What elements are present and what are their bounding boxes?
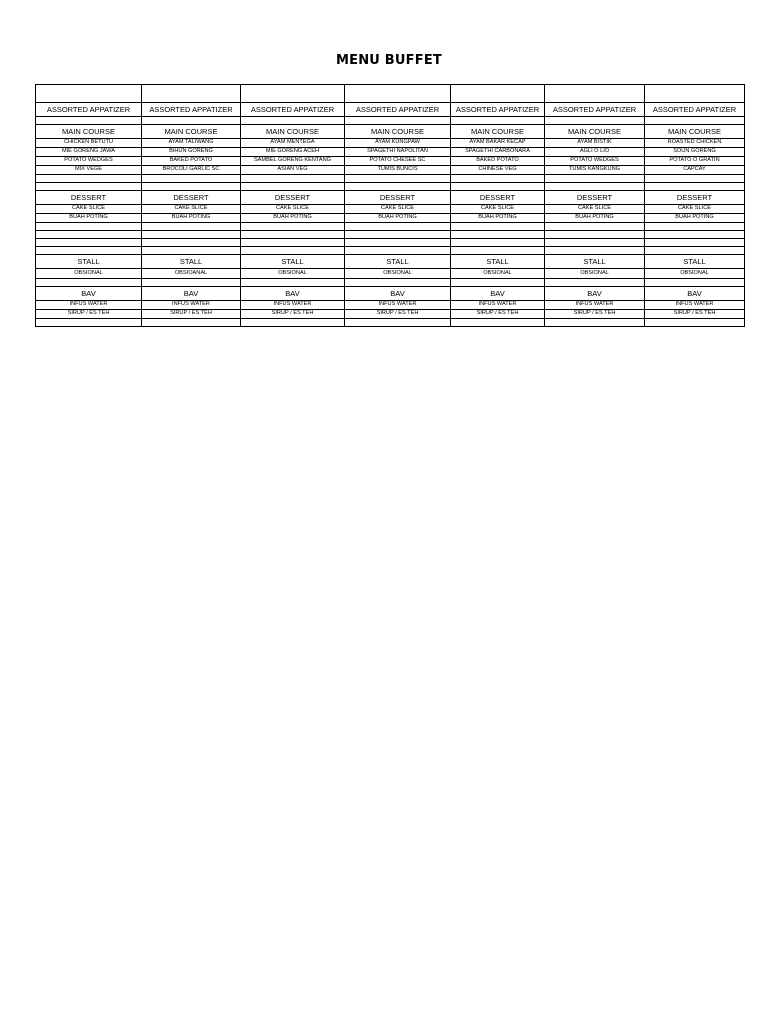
section-header-cell: ASSORTED APPATIZER [545, 103, 645, 117]
blank-cell [451, 117, 545, 125]
blank-cell [645, 223, 745, 231]
blank-cell [142, 183, 241, 191]
menu-item-cell: CHICKEN BETUTU [36, 139, 142, 148]
menu-item-cell: OBSIOANAL [142, 269, 241, 279]
menu-item-cell: MIE GORENG JAWA [36, 148, 142, 157]
menu-item-cell: INFUS WATER [36, 301, 142, 310]
section-header-cell: MAIN COURSE [142, 125, 241, 139]
section-header-cell: DESSERT [645, 191, 745, 205]
blank-cell [451, 175, 545, 183]
menu-item-cell: BUAH POTING [36, 214, 142, 223]
blank-cell [142, 223, 241, 231]
blank-cell [545, 231, 645, 239]
blank-row [36, 279, 745, 287]
blank-cell [451, 239, 545, 247]
menu-item-cell: POTATO WEDGES [36, 157, 142, 166]
blank-row [36, 231, 745, 239]
menu-item-cell: BUAH POTING [451, 214, 545, 223]
menu-item-cell: CAKE SLICE [645, 205, 745, 214]
blank-cell [545, 117, 645, 125]
blank-cell [241, 231, 345, 239]
blank-row [36, 239, 745, 247]
menu-item-cell: INFUS WATER [645, 301, 745, 310]
menu-item-row [36, 310, 745, 319]
section-header-cell: STALL [36, 255, 142, 269]
menu-item-row [36, 166, 745, 175]
menu-item-row [36, 157, 745, 166]
section-header-cell: MAIN COURSE [645, 125, 745, 139]
section-header-cell: BAV [241, 287, 345, 301]
blank-cell [36, 239, 142, 247]
blank-cell [545, 183, 645, 191]
blank-cell [645, 239, 745, 247]
blank-cell [345, 239, 451, 247]
section-header-cell: DESSERT [142, 191, 241, 205]
section-header-cell: MAIN COURSE [451, 125, 545, 139]
blank-cell [142, 279, 241, 287]
blank-cell [645, 117, 745, 125]
menu-item-cell: INFUS WATER [345, 301, 451, 310]
blank-cell [241, 239, 345, 247]
menu-item-cell: SIRUP / ES TEH [345, 310, 451, 319]
blank-cell [36, 279, 142, 287]
menu-item-cell: TUMIS BUNCIS [345, 166, 451, 175]
section-header-cell: ASSORTED APPATIZER [241, 103, 345, 117]
blank-cell [36, 231, 142, 239]
blank-cell [142, 117, 241, 125]
blank-cell [345, 117, 451, 125]
section-header-cell: DESSERT [545, 191, 645, 205]
menu-item-cell: CAKE SLICE [345, 205, 451, 214]
menu-item-cell: POTATO CHESEE SC [345, 157, 451, 166]
blank-cell [345, 85, 451, 103]
blank-cell [451, 279, 545, 287]
menu-item-cell: BIHUN GORENG [142, 148, 241, 157]
section-header-cell: ASSORTED APPATIZER [345, 103, 451, 117]
blank-cell [241, 247, 345, 255]
menu-item-cell: CAKE SLICE [142, 205, 241, 214]
menu-item-cell: INFUS WATER [142, 301, 241, 310]
section-header-cell: DESSERT [241, 191, 345, 205]
blank-cell [451, 319, 545, 327]
menu-item-cell: TUMIS KANGKUNG [545, 166, 645, 175]
blank-cell [545, 175, 645, 183]
menu-item-row [36, 301, 745, 310]
menu-item-cell: AGLI O LIO [545, 148, 645, 157]
menu-item-cell: MIE GORENG ACEH [241, 148, 345, 157]
blank-cell [241, 175, 345, 183]
blank-cell [142, 85, 241, 103]
menu-item-row [36, 148, 745, 157]
blank-cell [345, 247, 451, 255]
blank-row [36, 183, 745, 191]
blank-cell [36, 117, 142, 125]
section-header-cell: MAIN COURSE [36, 125, 142, 139]
blank-cell [345, 175, 451, 183]
blank-cell [645, 175, 745, 183]
menu-item-cell: SPAGETHI CARBONARA [451, 148, 545, 157]
blank-row [36, 319, 745, 327]
menu-item-cell: OBSIONAL [36, 269, 142, 279]
blank-cell [345, 279, 451, 287]
menu-item-cell: SIRUP / ES TEH [142, 310, 241, 319]
section-header-cell: DESSERT [36, 191, 142, 205]
menu-item-cell: BUAH POTING [645, 214, 745, 223]
blank-cell [345, 231, 451, 239]
blank-cell [241, 319, 345, 327]
blank-cell [645, 319, 745, 327]
menu-item-cell: BAKED POTATO [451, 157, 545, 166]
blank-cell [451, 183, 545, 191]
page-title: MENU BUFFET [336, 53, 442, 68]
blank-cell [451, 223, 545, 231]
menu-item-row [36, 205, 745, 214]
menu-item-cell: BUAH POTING [545, 214, 645, 223]
section-header-cell: BAV [142, 287, 241, 301]
blank-cell [545, 239, 645, 247]
menu-item-cell: POTATO WEDGES [545, 157, 645, 166]
blank-cell [142, 239, 241, 247]
blank-cell [345, 319, 451, 327]
blank-row [36, 117, 745, 125]
blank-cell [545, 223, 645, 231]
section-header-cell: ASSORTED APPATIZER [645, 103, 745, 117]
section-header-cell: BAV [345, 287, 451, 301]
section-header-row [36, 287, 745, 301]
blank-row [36, 85, 745, 103]
menu-item-row [36, 139, 745, 148]
blank-cell [36, 223, 142, 231]
blank-cell [36, 183, 142, 191]
menu-item-cell: SIRUP / ES TEH [545, 310, 645, 319]
blank-cell [241, 279, 345, 287]
menu-item-cell: SIRUP / ES TEH [645, 310, 745, 319]
blank-cell [345, 183, 451, 191]
menu-item-cell: INFUS WATER [241, 301, 345, 310]
menu-item-cell: CHINESE VEG [451, 166, 545, 175]
menu-item-cell: SPAGETHI NAPOLITAN [345, 148, 451, 157]
section-header-cell: STALL [545, 255, 645, 269]
menu-item-cell: SIRUP / ES TEH [36, 310, 142, 319]
blank-cell [36, 175, 142, 183]
blank-cell [545, 279, 645, 287]
section-header-cell: STALL [345, 255, 451, 269]
section-header-row [36, 103, 745, 117]
blank-cell [645, 183, 745, 191]
menu-item-cell: BAKED POTATO [142, 157, 241, 166]
menu-table [35, 84, 745, 327]
blank-cell [241, 223, 345, 231]
menu-item-cell: SIRUP / ES TEH [451, 310, 545, 319]
menu-item-row [36, 269, 745, 279]
menu-item-cell: SIRUP / ES TEH [241, 310, 345, 319]
blank-cell [241, 183, 345, 191]
menu-item-cell: AYAM TALIWANG [142, 139, 241, 148]
section-header-cell: MAIN COURSE [241, 125, 345, 139]
blank-cell [545, 319, 645, 327]
blank-row [36, 223, 745, 231]
blank-cell [545, 247, 645, 255]
section-header-cell: STALL [142, 255, 241, 269]
menu-item-cell: BUAH POTING [345, 214, 451, 223]
blank-cell [645, 279, 745, 287]
blank-cell [142, 231, 241, 239]
menu-table-body [36, 85, 745, 327]
blank-cell [545, 85, 645, 103]
menu-item-cell: CAKE SLICE [545, 205, 645, 214]
blank-cell [36, 319, 142, 327]
menu-item-cell: ASIAN VEG [241, 166, 345, 175]
section-header-cell: ASSORTED APPATIZER [142, 103, 241, 117]
menu-item-cell: INFUS WATER [451, 301, 545, 310]
blank-row [36, 247, 745, 255]
blank-cell [451, 85, 545, 103]
section-header-cell: ASSORTED APPATIZER [36, 103, 142, 117]
blank-cell [241, 117, 345, 125]
blank-cell [36, 247, 142, 255]
blank-cell [142, 319, 241, 327]
section-header-cell: MAIN COURSE [345, 125, 451, 139]
blank-cell [645, 231, 745, 239]
menu-item-cell: OBSIONAL [545, 269, 645, 279]
blank-cell [645, 85, 745, 103]
section-header-cell: DESSERT [451, 191, 545, 205]
blank-cell [142, 247, 241, 255]
section-header-cell: STALL [241, 255, 345, 269]
menu-item-cell: AYAM BISTIK [545, 139, 645, 148]
blank-cell [645, 247, 745, 255]
section-header-cell: ASSORTED APPATIZER [451, 103, 545, 117]
blank-cell [142, 175, 241, 183]
menu-item-cell: OBSIONAL [451, 269, 545, 279]
menu-item-cell: SAMBEL GORENG KENTANG [241, 157, 345, 166]
section-header-cell: DESSERT [345, 191, 451, 205]
section-header-cell: BAV [645, 287, 745, 301]
menu-item-cell: AYAM BAKAR KECAP [451, 139, 545, 148]
menu-item-cell: AYAM MENTEGA [241, 139, 345, 148]
menu-item-cell: BUAH POTING [241, 214, 345, 223]
menu-item-cell: OBSIONAL [645, 269, 745, 279]
blank-cell [36, 85, 142, 103]
section-header-cell: BAV [545, 287, 645, 301]
blank-cell [241, 85, 345, 103]
blank-cell [345, 223, 451, 231]
menu-item-cell: BROCOLI GARLIC SC [142, 166, 241, 175]
menu-item-cell: CAPCAY [645, 166, 745, 175]
menu-item-cell: MIX VEGE [36, 166, 142, 175]
menu-item-cell: CAKE SLICE [241, 205, 345, 214]
menu-item-row [36, 214, 745, 223]
menu-item-cell: AYAM KUNGPAW [345, 139, 451, 148]
menu-item-cell: CAKE SLICE [36, 205, 142, 214]
section-header-row [36, 255, 745, 269]
blank-cell [451, 231, 545, 239]
blank-row [36, 175, 745, 183]
menu-item-cell: POTATO O GRATIN [645, 157, 745, 166]
section-header-cell: MAIN COURSE [545, 125, 645, 139]
section-header-cell: STALL [451, 255, 545, 269]
section-header-row [36, 191, 745, 205]
section-header-cell: BAV [36, 287, 142, 301]
section-header-cell: BAV [451, 287, 545, 301]
menu-item-cell: ROASTED CHICKEN [645, 139, 745, 148]
blank-cell [451, 247, 545, 255]
menu-item-cell: SOUN GORENG [645, 148, 745, 157]
section-header-cell: STALL [645, 255, 745, 269]
menu-item-cell: BUAH POTING [142, 214, 241, 223]
menu-item-cell: INFUS WATER [545, 301, 645, 310]
menu-item-cell: OBSIONAL [241, 269, 345, 279]
menu-item-cell: OBSIONAL [345, 269, 451, 279]
menu-item-cell: CAKE SLICE [451, 205, 545, 214]
section-header-row [36, 125, 745, 139]
